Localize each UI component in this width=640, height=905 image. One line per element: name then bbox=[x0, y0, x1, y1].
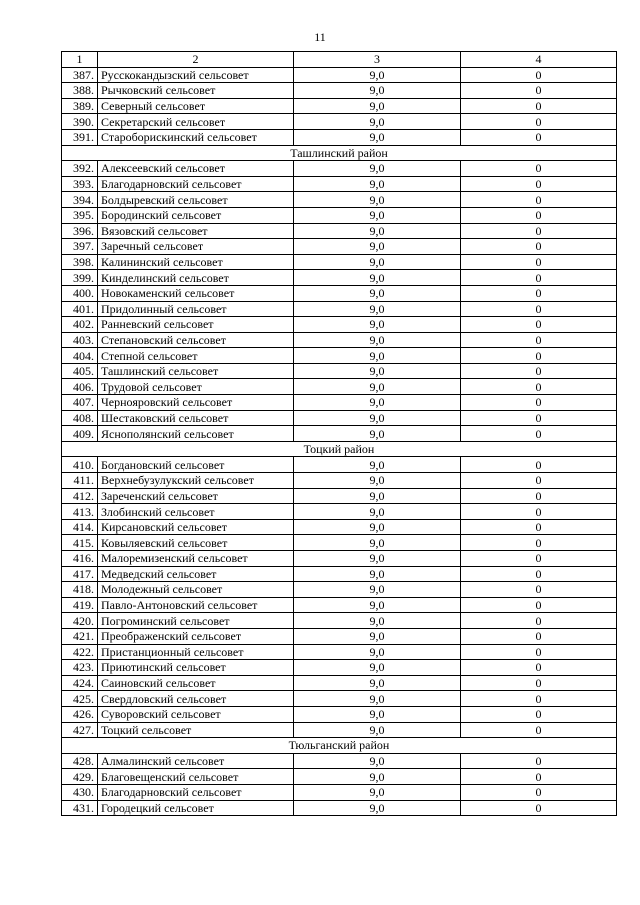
value-col3: 9,0 bbox=[294, 473, 461, 489]
column-header-1: 1 bbox=[62, 52, 98, 68]
table-row bbox=[62, 628, 617, 644]
council-name: Новокаменский сельсовет bbox=[98, 285, 294, 301]
table-row bbox=[62, 176, 617, 192]
value-col3: 9,0 bbox=[294, 395, 461, 411]
value-col4: 0 bbox=[461, 722, 617, 738]
value-col3: 9,0 bbox=[294, 83, 461, 99]
value-col4: 0 bbox=[461, 192, 617, 208]
council-name: Рычковский сельсовет bbox=[98, 83, 294, 99]
value-col3: 9,0 bbox=[294, 301, 461, 317]
value-col3: 9,0 bbox=[294, 363, 461, 379]
council-name: Степной сельсовет bbox=[98, 348, 294, 364]
value-col4: 0 bbox=[461, 207, 617, 223]
row-number: 406. bbox=[62, 379, 98, 395]
value-col4: 0 bbox=[461, 753, 617, 769]
value-col3: 9,0 bbox=[294, 722, 461, 738]
council-name: Благовещенский сельсовет bbox=[98, 769, 294, 785]
value-col3: 9,0 bbox=[294, 504, 461, 520]
value-col3: 9,0 bbox=[294, 426, 461, 442]
column-header-4: 4 bbox=[461, 52, 617, 68]
row-number: 396. bbox=[62, 223, 98, 239]
council-name: Саиновский сельсовет bbox=[98, 675, 294, 691]
table-row bbox=[62, 332, 617, 348]
table-row bbox=[62, 161, 617, 177]
row-number: 401. bbox=[62, 301, 98, 317]
row-number: 402. bbox=[62, 317, 98, 333]
value-col4: 0 bbox=[461, 317, 617, 333]
value-col4: 0 bbox=[461, 519, 617, 535]
value-col4: 0 bbox=[461, 395, 617, 411]
district-name: Ташлинский район bbox=[62, 145, 617, 161]
value-col4: 0 bbox=[461, 769, 617, 785]
value-col4: 0 bbox=[461, 582, 617, 598]
table-row bbox=[62, 223, 617, 239]
row-number: 397. bbox=[62, 239, 98, 255]
value-col4: 0 bbox=[461, 457, 617, 473]
council-name: Молодежный сельсовет bbox=[98, 582, 294, 598]
value-col3: 9,0 bbox=[294, 784, 461, 800]
table-row bbox=[62, 613, 617, 629]
row-number: 394. bbox=[62, 192, 98, 208]
value-col3: 9,0 bbox=[294, 535, 461, 551]
row-number: 411. bbox=[62, 473, 98, 489]
value-col4: 0 bbox=[461, 426, 617, 442]
row-number: 405. bbox=[62, 363, 98, 379]
value-col4: 0 bbox=[461, 67, 617, 83]
row-number: 392. bbox=[62, 161, 98, 177]
council-name: Свердловский сельсовет bbox=[98, 691, 294, 707]
table-body bbox=[62, 52, 617, 816]
council-name: Благодарновский сельсовет bbox=[98, 176, 294, 192]
value-col4: 0 bbox=[461, 301, 617, 317]
row-number: 428. bbox=[62, 753, 98, 769]
table-row bbox=[62, 207, 617, 223]
value-col3: 9,0 bbox=[294, 176, 461, 192]
table-row bbox=[62, 644, 617, 660]
value-col3: 9,0 bbox=[294, 332, 461, 348]
table-row bbox=[62, 254, 617, 270]
value-col4: 0 bbox=[461, 488, 617, 504]
table-row bbox=[62, 753, 617, 769]
value-col3: 9,0 bbox=[294, 488, 461, 504]
row-number: 412. bbox=[62, 488, 98, 504]
value-col3: 9,0 bbox=[294, 644, 461, 660]
row-number: 389. bbox=[62, 98, 98, 114]
council-name: Благодарновский сельсовет bbox=[98, 784, 294, 800]
table-row bbox=[62, 582, 617, 598]
row-number: 415. bbox=[62, 535, 98, 551]
value-col4: 0 bbox=[461, 784, 617, 800]
table-row bbox=[62, 473, 617, 489]
district-header-row bbox=[62, 738, 617, 754]
value-col3: 9,0 bbox=[294, 519, 461, 535]
table-row bbox=[62, 67, 617, 83]
row-number: 423. bbox=[62, 660, 98, 676]
value-col3: 9,0 bbox=[294, 691, 461, 707]
council-name: Чернояровский сельсовет bbox=[98, 395, 294, 411]
table-row bbox=[62, 348, 617, 364]
table-row bbox=[62, 800, 617, 816]
value-col4: 0 bbox=[461, 566, 617, 582]
council-name: Придолинный сельсовет bbox=[98, 301, 294, 317]
value-col3: 9,0 bbox=[294, 207, 461, 223]
table-row bbox=[62, 239, 617, 255]
value-col4: 0 bbox=[461, 363, 617, 379]
row-number: 400. bbox=[62, 285, 98, 301]
value-col4: 0 bbox=[461, 114, 617, 130]
table-row bbox=[62, 660, 617, 676]
row-number: 391. bbox=[62, 129, 98, 145]
council-name: Вязовский сельсовет bbox=[98, 223, 294, 239]
council-name: Бородинский сельсовет bbox=[98, 207, 294, 223]
value-col3: 9,0 bbox=[294, 223, 461, 239]
council-name: Тоцкий сельсовет bbox=[98, 722, 294, 738]
council-name: Павло-Антоновский сельсовет bbox=[98, 597, 294, 613]
value-col3: 9,0 bbox=[294, 67, 461, 83]
row-number: 390. bbox=[62, 114, 98, 130]
council-name: Преображенский сельсовет bbox=[98, 628, 294, 644]
table-row bbox=[62, 597, 617, 613]
value-col4: 0 bbox=[461, 270, 617, 286]
value-col3: 9,0 bbox=[294, 285, 461, 301]
district-name: Тюльганский район bbox=[62, 738, 617, 754]
table-row bbox=[62, 98, 617, 114]
council-name: Малоремизенский сельсовет bbox=[98, 551, 294, 567]
council-name: Русскокандызский сельсовет bbox=[98, 67, 294, 83]
header-row bbox=[62, 52, 617, 68]
row-number: 429. bbox=[62, 769, 98, 785]
council-name: Алмалинский сельсовет bbox=[98, 753, 294, 769]
value-col3: 9,0 bbox=[294, 114, 461, 130]
value-col4: 0 bbox=[461, 176, 617, 192]
value-col3: 9,0 bbox=[294, 753, 461, 769]
row-number: 430. bbox=[62, 784, 98, 800]
value-col4: 0 bbox=[461, 332, 617, 348]
council-name: Погроминский сельсовет bbox=[98, 613, 294, 629]
council-name: Медведский сельсовет bbox=[98, 566, 294, 582]
row-number: 422. bbox=[62, 644, 98, 660]
council-name: Суворовский сельсовет bbox=[98, 706, 294, 722]
council-name: Секретарский сельсовет bbox=[98, 114, 294, 130]
council-name: Болдыревский сельсовет bbox=[98, 192, 294, 208]
value-col4: 0 bbox=[461, 379, 617, 395]
value-col3: 9,0 bbox=[294, 675, 461, 691]
district-header-row bbox=[62, 145, 617, 161]
table-row bbox=[62, 675, 617, 691]
value-col3: 9,0 bbox=[294, 239, 461, 255]
table-row bbox=[62, 114, 617, 130]
council-name: Ташлинский сельсовет bbox=[98, 363, 294, 379]
row-number: 419. bbox=[62, 597, 98, 613]
row-number: 388. bbox=[62, 83, 98, 99]
table-row bbox=[62, 519, 617, 535]
row-number: 417. bbox=[62, 566, 98, 582]
value-col4: 0 bbox=[461, 223, 617, 239]
council-name: Заречный сельсовет bbox=[98, 239, 294, 255]
row-number: 408. bbox=[62, 410, 98, 426]
council-name: Кирсановский сельсовет bbox=[98, 519, 294, 535]
table-row bbox=[62, 129, 617, 145]
value-col3: 9,0 bbox=[294, 800, 461, 816]
council-name: Шестаковский сельсовет bbox=[98, 410, 294, 426]
row-number: 410. bbox=[62, 457, 98, 473]
value-col4: 0 bbox=[461, 83, 617, 99]
value-col4: 0 bbox=[461, 691, 617, 707]
row-number: 407. bbox=[62, 395, 98, 411]
value-col3: 9,0 bbox=[294, 613, 461, 629]
table-row bbox=[62, 301, 617, 317]
value-col3: 9,0 bbox=[294, 457, 461, 473]
table-row bbox=[62, 535, 617, 551]
row-number: 414. bbox=[62, 519, 98, 535]
council-name: Городецкий сельсовет bbox=[98, 800, 294, 816]
row-number: 420. bbox=[62, 613, 98, 629]
value-col3: 9,0 bbox=[294, 254, 461, 270]
value-col3: 9,0 bbox=[294, 98, 461, 114]
table-row bbox=[62, 566, 617, 582]
value-col3: 9,0 bbox=[294, 582, 461, 598]
row-number: 413. bbox=[62, 504, 98, 520]
value-col4: 0 bbox=[461, 800, 617, 816]
district-name: Тоцкий район bbox=[62, 441, 617, 457]
table-row bbox=[62, 83, 617, 99]
row-number: 399. bbox=[62, 270, 98, 286]
row-number: 416. bbox=[62, 551, 98, 567]
value-col3: 9,0 bbox=[294, 192, 461, 208]
table-row bbox=[62, 457, 617, 473]
value-col3: 9,0 bbox=[294, 769, 461, 785]
value-col4: 0 bbox=[461, 660, 617, 676]
row-number: 418. bbox=[62, 582, 98, 598]
value-col4: 0 bbox=[461, 675, 617, 691]
value-col4: 0 bbox=[461, 239, 617, 255]
council-name: Ковыляевский сельсовет bbox=[98, 535, 294, 551]
value-col4: 0 bbox=[461, 473, 617, 489]
value-col3: 9,0 bbox=[294, 270, 461, 286]
table-row bbox=[62, 410, 617, 426]
table-row bbox=[62, 270, 617, 286]
column-header-2: 2 bbox=[98, 52, 294, 68]
council-name: Злобинский сельсовет bbox=[98, 504, 294, 520]
value-col4: 0 bbox=[461, 254, 617, 270]
council-name: Зареченский сельсовет bbox=[98, 488, 294, 504]
row-number: 398. bbox=[62, 254, 98, 270]
column-header-3: 3 bbox=[294, 52, 461, 68]
council-name: Пристанционный сельсовет bbox=[98, 644, 294, 660]
table-row bbox=[62, 379, 617, 395]
value-col4: 0 bbox=[461, 535, 617, 551]
row-number: 426. bbox=[62, 706, 98, 722]
value-col3: 9,0 bbox=[294, 379, 461, 395]
row-number: 404. bbox=[62, 348, 98, 364]
row-number: 409. bbox=[62, 426, 98, 442]
value-col3: 9,0 bbox=[294, 660, 461, 676]
council-name: Приютинский сельсовет bbox=[98, 660, 294, 676]
table-row bbox=[62, 192, 617, 208]
value-col4: 0 bbox=[461, 551, 617, 567]
table-row bbox=[62, 317, 617, 333]
table-row bbox=[62, 426, 617, 442]
value-col4: 0 bbox=[461, 98, 617, 114]
row-number: 387. bbox=[62, 67, 98, 83]
council-name: Трудовой сельсовет bbox=[98, 379, 294, 395]
value-col4: 0 bbox=[461, 285, 617, 301]
table-row bbox=[62, 784, 617, 800]
row-number: 427. bbox=[62, 722, 98, 738]
table-row bbox=[62, 691, 617, 707]
value-col4: 0 bbox=[461, 129, 617, 145]
value-col4: 0 bbox=[461, 613, 617, 629]
row-number: 403. bbox=[62, 332, 98, 348]
value-col3: 9,0 bbox=[294, 597, 461, 613]
row-number: 421. bbox=[62, 628, 98, 644]
council-name: Богдановский сельсовет bbox=[98, 457, 294, 473]
value-col3: 9,0 bbox=[294, 348, 461, 364]
value-col3: 9,0 bbox=[294, 161, 461, 177]
value-col4: 0 bbox=[461, 410, 617, 426]
value-col3: 9,0 bbox=[294, 566, 461, 582]
value-col3: 9,0 bbox=[294, 410, 461, 426]
row-number: 431. bbox=[62, 800, 98, 816]
council-name: Верхнебузулукский сельсовет bbox=[98, 473, 294, 489]
value-col3: 9,0 bbox=[294, 317, 461, 333]
council-name: Степановский сельсовет bbox=[98, 332, 294, 348]
table-row bbox=[62, 363, 617, 379]
value-col4: 0 bbox=[461, 161, 617, 177]
value-col3: 9,0 bbox=[294, 129, 461, 145]
table-row bbox=[62, 551, 617, 567]
table-row bbox=[62, 706, 617, 722]
council-name: Кинделинский сельсовет bbox=[98, 270, 294, 286]
table-row bbox=[62, 504, 617, 520]
table-row bbox=[62, 285, 617, 301]
value-col4: 0 bbox=[461, 597, 617, 613]
page-number: 11 bbox=[314, 30, 326, 44]
council-name: Яснополянский сельсовет bbox=[98, 426, 294, 442]
value-col4: 0 bbox=[461, 348, 617, 364]
row-number: 425. bbox=[62, 691, 98, 707]
council-name: Староборискинский сельсовет bbox=[98, 129, 294, 145]
value-col4: 0 bbox=[461, 644, 617, 660]
table-row bbox=[62, 722, 617, 738]
council-name: Северный сельсовет bbox=[98, 98, 294, 114]
table-row bbox=[62, 395, 617, 411]
council-name: Калининский сельсовет bbox=[98, 254, 294, 270]
council-name: Ранневский сельсовет bbox=[98, 317, 294, 333]
value-col3: 9,0 bbox=[294, 551, 461, 567]
row-number: 424. bbox=[62, 675, 98, 691]
value-col3: 9,0 bbox=[294, 706, 461, 722]
table-row bbox=[62, 488, 617, 504]
district-header-row bbox=[62, 441, 617, 457]
table-row bbox=[62, 769, 617, 785]
data-table bbox=[61, 51, 617, 816]
value-col3: 9,0 bbox=[294, 628, 461, 644]
row-number: 395. bbox=[62, 207, 98, 223]
value-col4: 0 bbox=[461, 628, 617, 644]
value-col4: 0 bbox=[461, 504, 617, 520]
council-name: Алексеевский сельсовет bbox=[98, 161, 294, 177]
value-col4: 0 bbox=[461, 706, 617, 722]
row-number: 393. bbox=[62, 176, 98, 192]
